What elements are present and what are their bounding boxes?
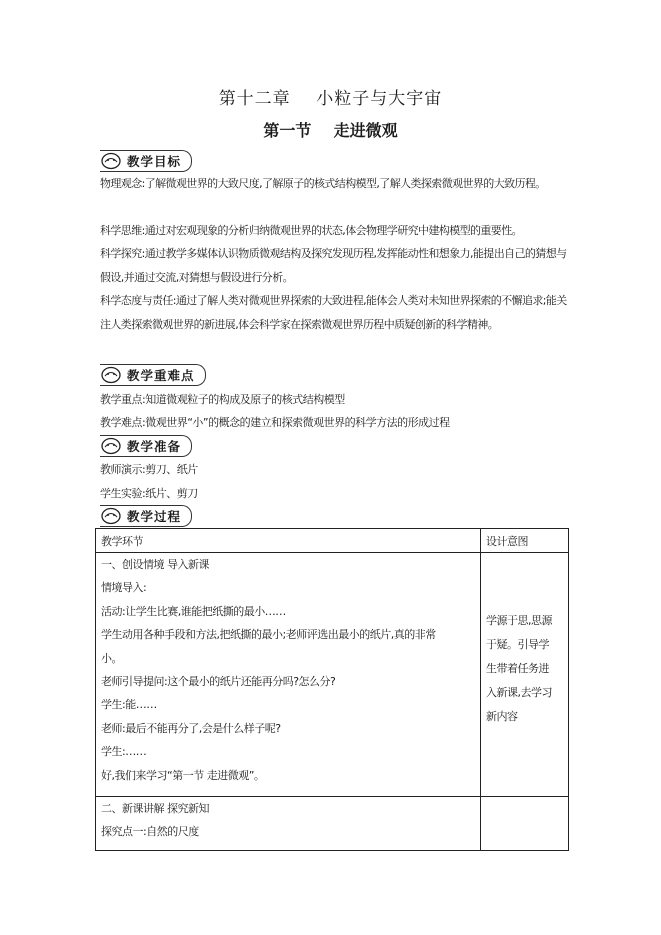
heading-objectives-label: 教学目标	[127, 154, 182, 169]
intent-cell	[481, 553, 569, 797]
intent-line: 新内容	[486, 710, 518, 723]
difficult-point: 教学难点:微观世界“小”的概念的建立和探索微观世界的科学方法的形成过程	[100, 416, 450, 429]
objective-physics: 物理观念:了解微观世界的大致尺度,了解原子的核式结构模型,了解人类探索微观世界的大致历程。	[100, 177, 546, 190]
header-teaching-stage: 教学环节	[96, 529, 481, 553]
stage-line: 好,我们来学习“第一节 走进微观”。	[101, 768, 265, 782]
stage-line: 学生:……	[101, 745, 147, 759]
stage-cell	[96, 553, 481, 797]
stage-line: 二、新课讲解 探究新知	[101, 802, 209, 815]
objective-attitude: 科学态度与责任:通过了解人类对微观世界探索的大致进程,能体会人类对未知世界探索的不懈追求;能关注人类探索微观世界的新进展,体会科学家在探索微观世界历程中质疑创新的科学精神。	[100, 294, 567, 331]
stage-line: 一、创设情境 导入新课	[101, 558, 209, 571]
stage-cell	[96, 797, 481, 851]
key-point: 教学重点:知道微观粒子的构成及原子的核式结构模型	[100, 393, 345, 406]
heading-preparation	[100, 435, 192, 457]
student-experiment: 学生实验:纸片、剪刀	[100, 487, 198, 500]
stage-line: 活动:让学生比赛,谁能把纸撕的最小……	[101, 604, 286, 618]
heading-process	[100, 505, 192, 527]
process-table	[95, 528, 569, 851]
stage-line: 老师引导提问:这个最小的纸片还能再分吗?怎么分?	[101, 675, 336, 689]
stage-line: 小。	[101, 651, 122, 665]
intent-line: 入新课,去学习	[486, 686, 552, 699]
objective-thinking: 科学思维:通过对宏观现象的分析归纳微观世界的状态,体会物理学研究中建构模型的重要性。	[100, 224, 522, 237]
stage-line: 学生动用各种手段和方法,把纸撕的最小;老师评选出最小的纸片,真的非常	[101, 628, 436, 642]
table-row	[96, 797, 569, 851]
intent-cell	[481, 797, 569, 851]
heading-process-label: 教学过程	[127, 509, 182, 524]
table-header-row	[96, 529, 569, 553]
book-badge-icon	[100, 366, 126, 384]
teacher-demo: 教师演示:剪刀、纸片	[100, 463, 198, 476]
table-row	[96, 553, 569, 797]
objective-inquiry: 科学探究:通过教学多媒体认识物质微观结构及探究发现历程,发挥能动性和想象力,能提出自己的猜想与假设,并通过交流,对猜想与假设进行分析。	[100, 247, 567, 284]
stage-line: 学生:能……	[101, 698, 157, 712]
stage-line: 情境导入:	[101, 581, 147, 595]
intent-line: 于疑。引导学	[486, 638, 549, 651]
heading-preparation-label: 教学准备	[127, 439, 182, 454]
intent-line: 生带着任务进	[486, 662, 549, 675]
book-badge-icon	[100, 152, 126, 170]
section-title: 第一节 走进微观	[263, 121, 398, 140]
book-badge-icon	[100, 437, 126, 455]
heading-key-points-label: 教学重难点	[127, 368, 195, 383]
stage-line: 探究点一:自然的尺度	[101, 825, 199, 839]
header-design-intent: 设计意图	[481, 529, 569, 553]
heading-objectives	[100, 150, 192, 172]
intent-line: 学源于思,思源	[486, 614, 552, 627]
book-badge-icon	[100, 507, 126, 525]
stage-line: 老师:最后不能再分了,会是什么样子呢?	[101, 721, 281, 735]
chapter-title: 第十二章 小粒子与大宇宙	[218, 89, 443, 109]
heading-key-points	[100, 364, 206, 386]
